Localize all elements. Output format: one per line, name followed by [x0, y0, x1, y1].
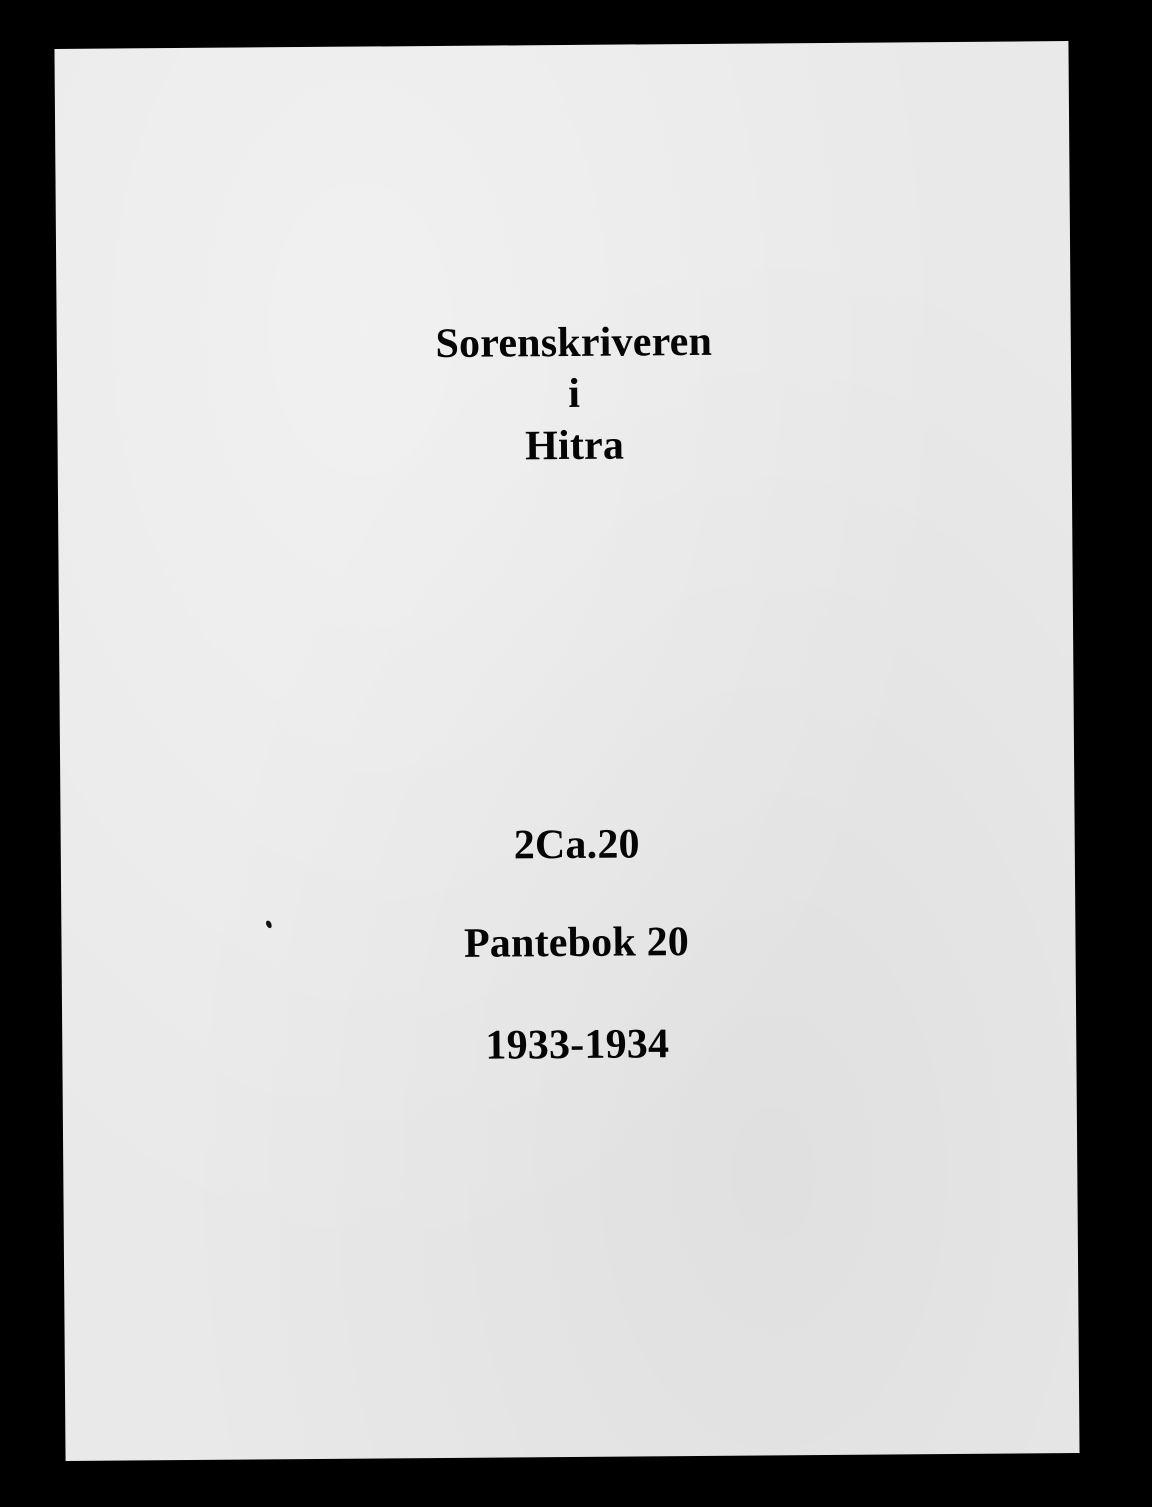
archive-code: 2Ca.20 [513, 821, 640, 869]
volume-title: Pantebok 20 [463, 919, 690, 967]
preposition-text: i [568, 370, 581, 417]
year-range: 1933-1934 [485, 1021, 670, 1069]
title-page [54, 41, 1079, 1461]
office-title: Sorenskriveren [435, 318, 713, 368]
district-name: Hitra [524, 422, 625, 470]
